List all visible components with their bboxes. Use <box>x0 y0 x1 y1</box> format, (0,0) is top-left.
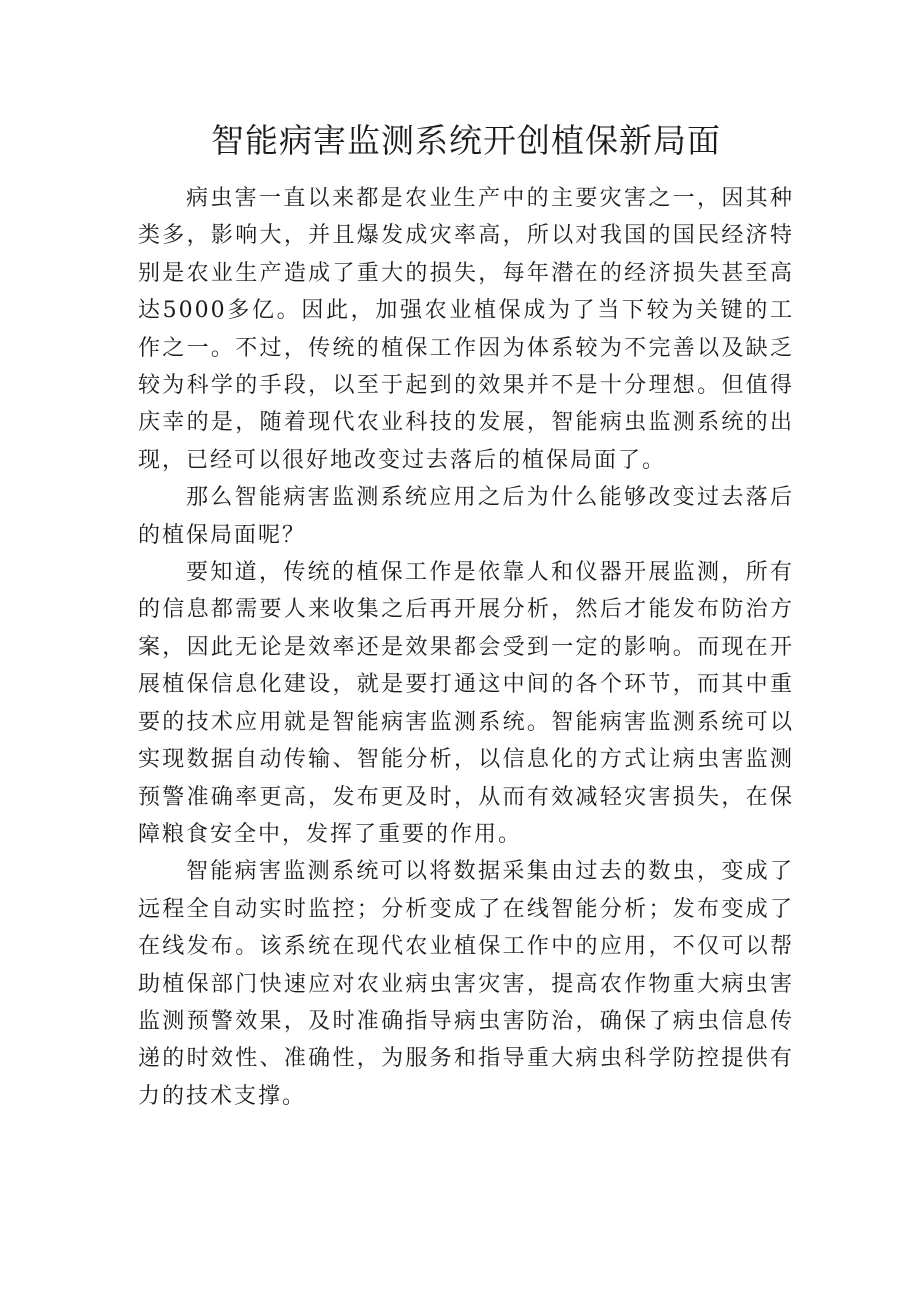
paragraph-4: 智能病害监测系统可以将数据采集由过去的数虫，变成了远程全自动实时监控；分析变成了在线智能分析；发布变成了在线发布。该系统在现代农业植保工作中的应用，不仅可以帮助植保部门快速应对农业病虫害灾害，提高农作物重大病虫害监测预警效果，及时准确指导病虫害防治，确保了病虫信息传递的时效性、准确性，为服务和指导重大病虫科学防控提供有力的技术支撑。 <box>138 859 794 1109</box>
paragraph-1: 病虫害一直以来都是农业生产中的主要灾害之一，因其种类多，影响大，并且爆发成灾率高，所以对我国的国民经济特别是农业生产造成了重大的损失，每年潜在的经济损失甚至高达5000多亿。因此，加强农业植保成为了当下较为关键的工作之一。不过，传统的植保工作因为体系较为不完善以及缺乏较为科学的手段，以至于起到的效果并不是十分理想。但值得庆幸的是，随着现代农业科技的发展，智能病虫监测系统的出现，已经可以很好地改变过去落后的植保局面了。 <box>138 186 794 473</box>
paragraph-2: 那么智能病害监测系统应用之后为什么能够改变过去落后的植保局面呢？ <box>138 485 794 548</box>
document-page <box>138 118 794 1115</box>
paragraph-3: 要知道，传统的植保工作是依靠人和仪器开展监测，所有的信息都需要人来收集之后再开展分析，然后才能发布防治方案，因此无论是效率还是效果都会受到一定的影响。而现在开展植保信息化建设，就是要打通这中间的各个环节，而其中重要的技术应用就是智能病害监测系统。智能病害监测系统可以实现数据自动传输、智能分析，以信息化的方式让病虫害监测预警准确率更高，发布更及时，从而有效减轻灾害损失，在保障粮食安全中，发挥了重要的作用。 <box>138 560 794 847</box>
document-title: 智能病害监测系统开创植保新局面 <box>211 121 721 160</box>
